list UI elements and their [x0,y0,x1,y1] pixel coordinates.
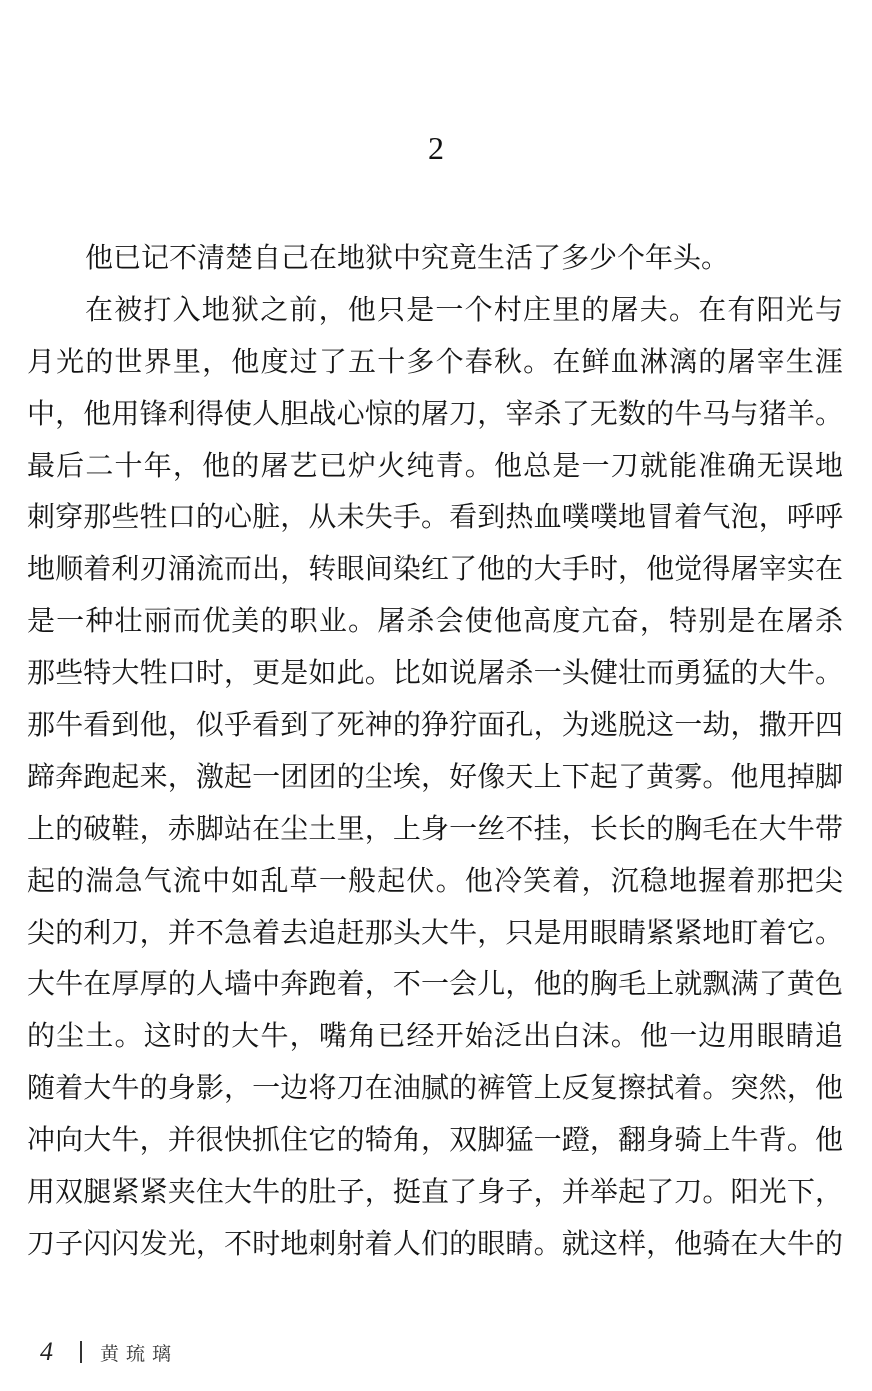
text-line: 中，他用锋利得使人胆战心惊的屠刀，宰杀了无数的牛马与猪羊。 [27,396,843,430]
text-line: 起的湍急气流中如乱草一般起伏。他冷笑着，沉稳地握着那把尖 [27,863,843,897]
text-line: 刺穿那些牲口的心脏，从未失手。看到热血噗噗地冒着气泡，呼呼 [27,500,843,534]
text-line: 尖的利刀，并不急着去追赶那头大牛，只是用眼睛紧紧地盯着它。 [27,915,843,949]
text-line: 随着大牛的身影，一边将刀在油腻的裤管上反复擦拭着。突然，他 [27,1071,843,1105]
page-footer [40,1334,178,1370]
text-line: 冲向大牛，并很快抓住它的犄角，双脚猛一蹬，翻身骑上牛背。他 [27,1123,843,1157]
text-line: 的尘土。这时的大牛，嘴角已经开始泛出白沫。他一边用眼睛追 [27,1019,843,1053]
footer-divider [80,1341,82,1363]
text-line: 是一种壮丽而优美的职业。屠杀会使他高度亢奋，特别是在屠杀 [27,604,843,638]
paragraph-2-line-1: 在被打入地狱之前，他只是一个村庄里的屠夫。在有阳光与 [85,292,843,326]
body-text [27,232,843,1270]
text-line: 地顺着利刃涌流而出，转眼间染红了他的大手时，他觉得屠宰实在 [27,552,843,586]
page-number: 4 [40,1337,53,1366]
text-line: 蹄奔跑起来，激起一团团的尘埃，好像天上下起了黄雾。他甩掉脚 [27,759,843,793]
text-line: 大牛在厚厚的人墙中奔跑着，不一会儿，他的胸毛上就飘满了黄色 [27,967,843,1001]
running-title: 黄琉璃 [100,1342,179,1365]
paragraph-1-line-1: 他已记不清楚自己在地狱中究竟生活了多少个年头。 [85,241,730,274]
chapter-number: 2 [428,130,444,166]
text-line: 刀子闪闪发光，不时地刺射着人们的眼睛。就这样，他骑在大牛的 [27,1226,843,1260]
text-line: 那些特大牲口时，更是如此。比如说屠杀一头健壮而勇猛的大牛。 [27,656,843,690]
text-line: 用双腿紧紧夹住大牛的肚子，挺直了身子，并举起了刀。阳光下， [27,1175,843,1209]
text-line: 最后二十年，他的屠艺已炉火纯青。他总是一刀就能准确无误地 [27,448,843,482]
text-line: 上的破鞋，赤脚站在尘土里，上身一丝不挂，长长的胸毛在大牛带 [27,811,843,845]
text-line: 那牛看到他，似乎看到了死神的狰狞面孔，为逃脱这一劫，撒开四 [27,708,843,742]
text-line: 月光的世界里，他度过了五十多个春秋。在鲜血淋漓的屠宰生涯 [27,344,843,378]
